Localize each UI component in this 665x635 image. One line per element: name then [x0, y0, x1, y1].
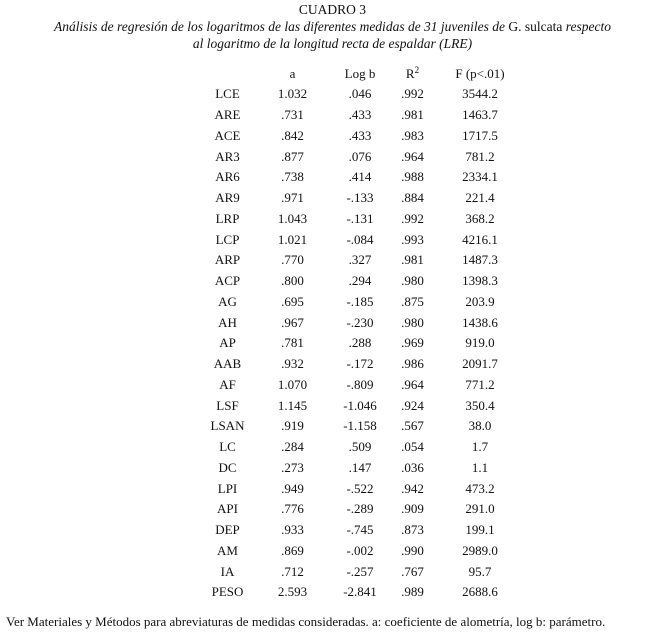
cell-f: 919.0: [465, 335, 495, 351]
header-r2-base: R: [405, 66, 415, 81]
cell-r2: .989: [401, 584, 424, 600]
table-row: [200, 395, 525, 416]
cell-r2: .992: [401, 210, 424, 226]
cell-label: DEP: [215, 522, 240, 538]
cell-a: .869: [281, 542, 304, 558]
cell-a: 1.070: [277, 376, 308, 392]
cell-logb: .288: [348, 335, 372, 351]
header-r2-sup: 2: [414, 65, 420, 75]
cell-a: .800: [281, 273, 304, 289]
cell-a: .695: [281, 293, 304, 309]
cell-a: .971: [281, 190, 304, 206]
table-row: [200, 250, 525, 271]
cell-label: AR3: [215, 148, 240, 164]
table-row: [200, 209, 525, 230]
cell-a: .284: [281, 439, 304, 455]
cell-label: ACE: [214, 127, 241, 143]
cell-label: API: [217, 501, 238, 517]
cell-f: 4216.1: [462, 231, 498, 247]
cell-logb: -.131: [346, 210, 374, 226]
cell-r2: .767: [401, 563, 424, 579]
cell-logb: -.230: [346, 314, 374, 330]
cell-f: 1.1: [471, 459, 489, 475]
cell-f: 199.1: [465, 522, 495, 538]
cell-logb: .414: [348, 169, 372, 185]
cell-f: 203.9: [465, 293, 495, 309]
cell-f: 1438.6: [462, 314, 498, 330]
cell-logb: -.522: [346, 480, 374, 496]
cell-label: PESO: [211, 584, 244, 600]
cell-r2: .036: [401, 459, 424, 475]
cell-a: .933: [281, 522, 304, 538]
cell-label: AG: [218, 293, 237, 309]
cell-logb: .433: [348, 127, 372, 143]
cell-a: .731: [281, 107, 304, 123]
species-name: G. sulcata: [508, 19, 563, 34]
table-row: [200, 167, 525, 188]
cell-logb: -.257: [346, 563, 374, 579]
cell-label: AH: [218, 314, 237, 330]
cell-a: .776: [281, 501, 304, 517]
cell-f: 2688.6: [462, 584, 498, 600]
cell-r2: .980: [401, 273, 424, 289]
table-row: [200, 146, 525, 167]
header-logb: Log b: [344, 66, 376, 81]
table-row: [200, 520, 525, 541]
table-row: [200, 416, 525, 437]
cell-f: 781.2: [465, 148, 495, 164]
cell-a: 1.145: [277, 397, 308, 413]
cell-r2: .875: [401, 293, 424, 309]
header-label: [200, 64, 255, 84]
cell-f: 2989.0: [462, 542, 498, 558]
cell-r2: .983: [401, 127, 424, 143]
header-row: [200, 64, 525, 84]
cell-label: LSF: [216, 397, 239, 413]
cell-f: 2334.1: [462, 169, 498, 185]
cell-a: .919: [281, 418, 304, 434]
table-row: [200, 292, 525, 313]
table-row: [200, 437, 525, 458]
cell-f: 368.2: [465, 210, 495, 226]
table-row: [200, 312, 525, 333]
cell-r2: .964: [401, 376, 424, 392]
cell-a: .932: [281, 356, 304, 372]
cell-a: .949: [281, 480, 304, 496]
cell-a: .273: [281, 459, 304, 475]
cell-logb: -.084: [346, 231, 374, 247]
cell-label: ARE: [214, 107, 241, 123]
table-row: [200, 499, 525, 520]
cell-logb: -.745: [346, 522, 374, 538]
cell-a: .770: [281, 252, 304, 268]
table-body: [200, 84, 525, 603]
cell-a: 2.593: [277, 584, 308, 600]
cell-f: 3544.2: [462, 86, 498, 102]
table-row: [200, 126, 525, 147]
cell-r2: .873: [401, 522, 424, 538]
cell-logb: -.289: [346, 501, 374, 517]
cell-f: 1.7: [471, 439, 489, 455]
table-row: [200, 354, 525, 375]
cell-r2: .924: [401, 397, 424, 413]
header-a: a: [289, 66, 296, 81]
table-row: [200, 582, 525, 603]
cell-r2: .942: [401, 480, 424, 496]
cell-a: .967: [281, 314, 304, 330]
cell-logb: -.133: [346, 190, 374, 206]
caption-text-end: respecto: [562, 19, 612, 34]
cell-a: 1.032: [277, 86, 308, 102]
table-row: [200, 541, 525, 562]
cell-logb: .076: [348, 148, 372, 164]
cell-f: 2091.7: [462, 356, 498, 372]
cell-a: 1.021: [277, 231, 308, 247]
regression-table: [200, 64, 525, 603]
cell-logb: -1.158: [343, 418, 377, 434]
cell-label: AR9: [215, 190, 240, 206]
cell-logb: -.172: [346, 356, 374, 372]
cell-a: .712: [281, 563, 304, 579]
cell-r2: .981: [401, 252, 424, 268]
cell-f: 350.4: [465, 397, 495, 413]
cell-r2: .909: [401, 501, 424, 517]
cell-logb: .509: [348, 439, 372, 455]
table-row: [200, 105, 525, 126]
cell-label: ACP: [214, 273, 241, 289]
cell-r2: .992: [401, 86, 424, 102]
cell-label: DC: [218, 459, 237, 475]
table-row: [200, 458, 525, 479]
cell-a: .738: [281, 169, 304, 185]
table-caption: [0, 18, 665, 52]
cell-r2: .969: [401, 335, 424, 351]
table-row: [200, 561, 525, 582]
cell-f: 1487.3: [462, 252, 498, 268]
cell-r2: .567: [401, 418, 424, 434]
cell-label: LCP: [215, 231, 240, 247]
cell-r2: .993: [401, 231, 424, 247]
footnote: Ver Materiales y Métodos para abreviaturas de medidas consideradas. a: coeficiente de alometría, log b: parámetro.: [6, 614, 606, 629]
header-f: F (p<.01): [455, 66, 505, 81]
cell-logb: -2.841: [343, 584, 377, 600]
cell-r2: .980: [401, 314, 424, 330]
cell-label: AM: [217, 542, 238, 558]
cell-f: 95.7: [468, 563, 492, 579]
table-row: [200, 84, 525, 105]
cell-label: AAB: [213, 356, 242, 372]
cell-logb: -1.046: [343, 397, 377, 413]
cell-logb: .294: [348, 273, 372, 289]
table-row: [200, 229, 525, 250]
cell-label: LC: [219, 439, 236, 455]
cell-f: 291.0: [465, 501, 495, 517]
header-r2: [390, 64, 435, 84]
cell-label: ARP: [214, 252, 241, 268]
cell-f: 1717.5: [462, 127, 498, 143]
cell-a: .781: [281, 335, 304, 351]
cell-r2: .986: [401, 356, 424, 372]
cell-label: IA: [220, 563, 235, 579]
cell-logb: .327: [348, 252, 372, 268]
cell-label: LCE: [215, 86, 240, 102]
cell-r2: .981: [401, 107, 424, 123]
cell-label: AR6: [215, 169, 240, 185]
caption-line-1: [0, 18, 665, 35]
cell-f: 38.0: [468, 418, 492, 434]
cell-logb: -.185: [346, 293, 374, 309]
cell-f: 1463.7: [462, 107, 498, 123]
cell-logb: -.809: [346, 376, 374, 392]
table-row: [200, 271, 525, 292]
cell-f: 1398.3: [462, 273, 498, 289]
cell-label: LPI: [217, 480, 238, 496]
cell-label: AF: [219, 376, 236, 392]
cell-logb: .147: [348, 459, 372, 475]
cell-a: 1.043: [277, 210, 308, 226]
cell-logb: .433: [348, 107, 372, 123]
cell-f: 473.2: [465, 480, 495, 496]
table-row: [200, 188, 525, 209]
table-row: [200, 333, 525, 354]
cell-f: 221.4: [465, 190, 495, 206]
cell-r2: .054: [401, 439, 424, 455]
cell-a: .877: [281, 148, 304, 164]
cell-label: LRP: [215, 210, 240, 226]
cell-logb: .046: [348, 86, 372, 102]
table-row: [200, 375, 525, 396]
cell-r2: .990: [401, 542, 424, 558]
table-row: [200, 478, 525, 499]
cell-f: 771.2: [465, 376, 495, 392]
cell-label: AP: [219, 335, 236, 351]
cell-a: .842: [281, 127, 304, 143]
cell-r2: .988: [401, 169, 424, 185]
table-heading: CUADRO 3: [298, 2, 367, 17]
cell-logb: -.002: [346, 542, 374, 558]
cell-r2: .964: [401, 148, 424, 164]
caption-line-2: al logaritmo de la longitud recta de espaldar (LRE): [192, 36, 473, 51]
caption-text-start: Análisis de regresión de los logaritmos de las diferentes medidas de 31 juveniles de: [53, 19, 509, 34]
cell-r2: .884: [401, 190, 424, 206]
cell-label: LSAN: [210, 418, 245, 434]
